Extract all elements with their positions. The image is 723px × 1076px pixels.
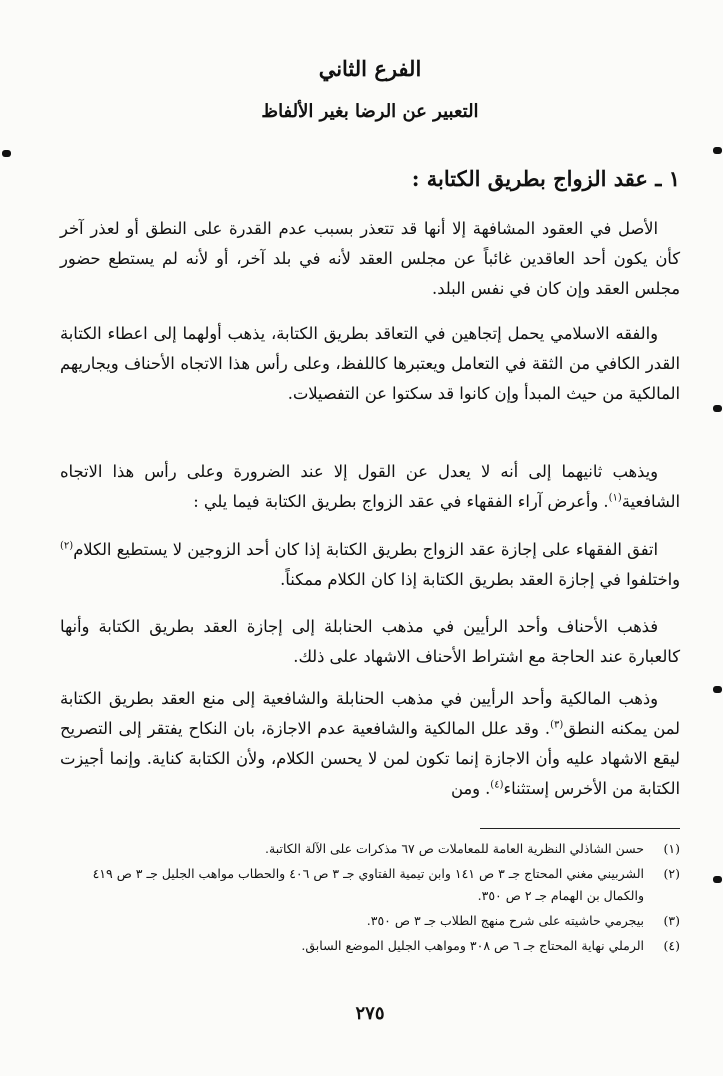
scan-margin-mark	[2, 150, 11, 157]
footnote-text: الرملي نهاية المحتاج جـ ٦ ص ٣٠٨ ومواهب الجليل الموضع السابق.	[301, 938, 644, 953]
footnote-ref-4[interactable]: (٤)	[490, 779, 504, 791]
footnote-number: (٣)	[663, 913, 680, 928]
paragraph-4	[60, 535, 680, 595]
scan-margin-mark	[713, 147, 722, 154]
footnote-item	[60, 863, 680, 907]
footnote-text: الشربيني مغني المحتاج جـ ٣ ص ١٤١ وابن تيمية الفتاوي جـ ٣ ص ٤٠٦ والحطاب مواهب الجليل جـ ٣ ص ٤١٩ والكمال بن الهمام جـ ٢ ص ٣٥٠.	[92, 866, 644, 903]
footnote-ref-3[interactable]: (٣)	[550, 719, 564, 731]
footnote-item	[60, 935, 680, 957]
footnote-text: بيجرمي حاشيته على شرح منهج الطلاب جـ ٣ ص ٣٥٠.	[366, 913, 644, 928]
chapter-subtitle: التعبير عن الرضا بغير الألفاظ	[261, 101, 479, 122]
paragraph-4-text-a: اتفق الفقهاء على إجازة عقد الزواج بطريق الكتابة إذا كان أحد الزوجين لا يستطيع الكلام	[73, 540, 658, 559]
paragraph-6-text-a: وذهب المالكية وأحد الرأيين في مذهب الحنابلة والشافعية إلى منع العقد بطريق الكتابة لمن يمكنه النطق	[60, 689, 680, 738]
footnote-item	[60, 910, 680, 932]
book-page	[60, 0, 680, 1076]
paragraph-3	[60, 457, 680, 517]
footnote-ref-2[interactable]: (٢)	[60, 540, 74, 552]
paragraph-1: الأصل في العقود المشافهة إلا أنها قد تتعذر بسبب عدم القدرة على النطق أو لعذر آخر كأن يكون أحد العاقدين غائباً عن مجلس العقد لأنه في بلد آخر، أو لأنه لم يستطع حضور مجلس العقد وإن كان في نفس البلد.	[60, 219, 680, 298]
scan-margin-mark	[713, 876, 722, 883]
footnote-ref-1[interactable]: (١)	[608, 492, 622, 504]
page-number: ٢٧٥	[355, 1003, 385, 1024]
chapter-title: الفرع الثاني	[318, 56, 422, 81]
scan-margin-mark	[713, 405, 722, 412]
paragraph-3-text-a: ويذهب ثانيهما إلى أنه لا يعدل عن القول إلا عند الضرورة وعلى رأس هذا الاتجاه الشافعية	[60, 462, 680, 511]
scan-margin-mark	[713, 686, 722, 693]
paragraph-6	[60, 684, 680, 804]
paragraph-6-text-c: . ومن	[450, 779, 491, 798]
footnote-divider	[480, 828, 680, 829]
footnote-number: (٢)	[663, 866, 680, 881]
paragraph-4-text-b: واختلفوا في إجازة العقد بطريق الكتابة إذا كان الكلام ممكناً.	[280, 570, 680, 589]
footnote-number: (١)	[663, 841, 680, 856]
footnote-item	[60, 838, 680, 860]
paragraph-6-text-b: . وقد علل المالكية والشافعية عدم الاجازة، بان النكاح يفتقر إلى التصريح ليقع الاشهاد عليه وأن الاجازة إنما تكون لمن لا يحسن الكلام، ولأن الكتابة كناية. وإنما أجيزت الكتابة من الأخرس إستثناء	[60, 719, 680, 798]
paragraph-5: فذهب الأحناف وأحد الرأيين في مذهب الحنابلة إلى إجازة العقد بطريق الكتابة وأنها كالعبارة عند الحاجة مع اشتراط الأحناف الاشهاد على ذلك.	[60, 617, 680, 666]
footnote-number: (٤)	[663, 938, 680, 953]
paragraph-2: والفقه الاسلامي يحمل إتجاهين في التعاقد بطريق الكتابة، يذهب أولهما إلى اعطاء الكتابة القدر الكافي من الثقة في التعامل ويعتبرها كاللفظ، وعلى رأس هذا الاتجاه الأحناف ويجاريهم المالكية من حيث المبدأ وإن كانوا قد سكتوا عن التفصيلات.	[60, 324, 680, 403]
paragraph-3-text-b: . وأعرض آراء الفقهاء في عقد الزواج بطريق الكتابة فيما يلي :	[193, 492, 609, 511]
footnote-text: حسن الشاذلي النظرية العامة للمعاملات ص ٦٧ مذكرات على الآلة الكاتبة.	[265, 841, 644, 856]
footnotes-list	[60, 838, 680, 960]
section-heading: ١ ـ عقد الزواج بطريق الكتابة :	[411, 166, 680, 191]
